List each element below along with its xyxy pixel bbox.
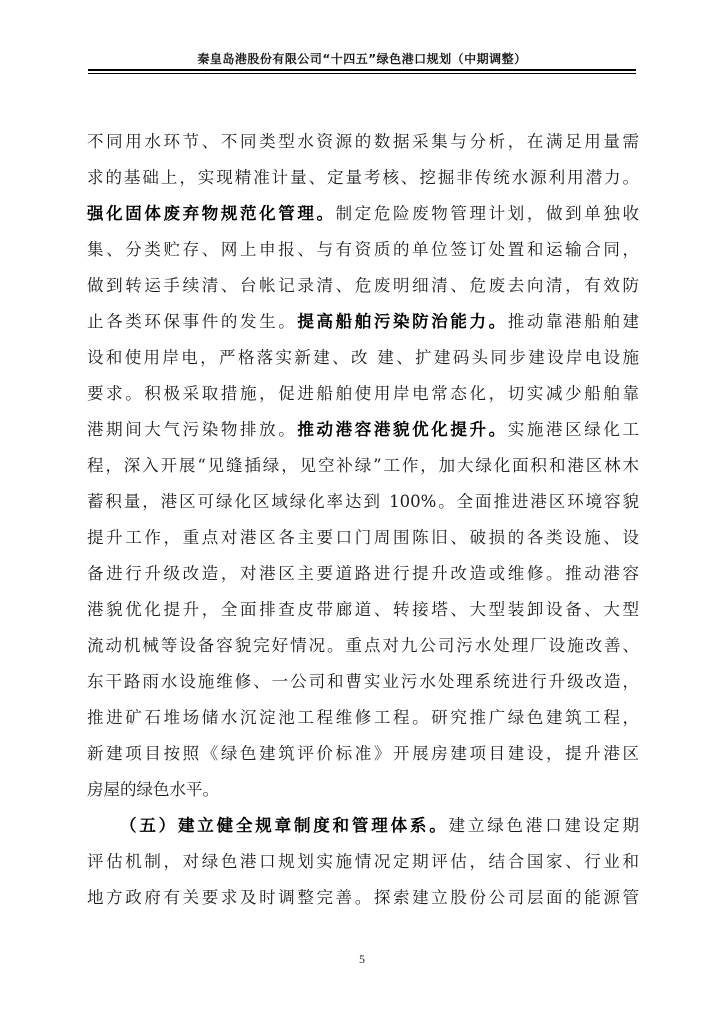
text-line: 备进行升级改造，对港区主要道路进行提升改造或维修。推动港容 (87, 564, 639, 583)
running-header: 秦皇岛港股份有限公司“十四五”绿色港口规划（中期调整） (197, 52, 527, 66)
text-line: 设和使用岸电，严格落实新建、改 建、扩建码头同步建设岸电设施 (87, 348, 639, 367)
text-line: 程，深入开展“见缝插绿，见空补绿”工作，加大绿化面积和港区林木 (87, 456, 639, 475)
text-line: 房屋的绿色水平。 (87, 780, 219, 799)
text-line: 新建项目按照《绿色建筑评价标准》开展房建项目建设，提升港区 (87, 744, 639, 763)
text-line: 求的基础上，实现精准计量、定量考核、挖掘非传统水源利用潜力。 (87, 168, 639, 187)
text-line: 提升工作，重点对港区各主要口门周围陈旧、破损的各类设施、设 (87, 528, 639, 547)
text-line: 推进矿石堆场储水沉淀池工程维修工程。研究推广绿色建筑工程， (87, 708, 639, 727)
page-number: 5 (359, 952, 365, 966)
text-line: 港貌优化提升，全面排查皮带廊道、转接塔、大型装卸设备、大型 (87, 600, 639, 619)
bold-heading: 推动港容港貌优化提升。 (297, 420, 508, 439)
text-line: 集、分类贮存、网上申报、与有资质的单位签订处置和运输合同， (87, 240, 639, 259)
text-line: 不同用水环节、不同类型水资源的数据采集与分析，在满足用量需 (87, 132, 639, 151)
header-rule-thick (88, 69, 636, 71)
text-line: 蓄积量，港区可绿化区域绿化率达到 100%。全面推进港区环境容貌 (87, 492, 639, 511)
text-line: （五）建立健全规章制度和管理体系。建立绿色港口建设定期 (120, 816, 640, 835)
text-line: 港期间大气污染物排放。推动港容港貌优化提升。实施港区绿化工 (87, 420, 639, 439)
text-line: 止各类环保事件的发生。提高船舶污染防治能力。推动靠港船舶建 (87, 312, 639, 331)
section-heading: （五）建立健全规章制度和管理体系。 (120, 816, 449, 835)
text-line: 东干路雨水设施维修、一公司和曹实业污水处理系统进行升级改造， (87, 672, 639, 691)
text-line: 要求。积极采取措施，促进船舶使用岸电常态化，切实减少船舶靠 (87, 384, 639, 403)
text-line: 流动机械等设备容貌完好情况。重点对九公司污水处理厂设施改善、 (87, 636, 639, 655)
text-line: 评估机制，对绿色港口规划实施情况定期评估，结合国家、行业和 (87, 852, 639, 871)
bold-heading: 强化固体废弃物规范化管理。 (87, 204, 336, 223)
text-line: 强化固体废弃物规范化管理。制定危险废物管理计划，做到单独收 (87, 204, 639, 223)
text-line: 地方政府有关要求及时调整完善。探索建立股份公司层面的能源管 (87, 888, 639, 907)
text-line: 做到转运手续清、台帐记录清、危废明细清、危废去向清，有效防 (87, 276, 639, 295)
header-rule-thin (88, 73, 636, 74)
bold-heading: 提高船舶污染防治能力。 (297, 312, 508, 331)
